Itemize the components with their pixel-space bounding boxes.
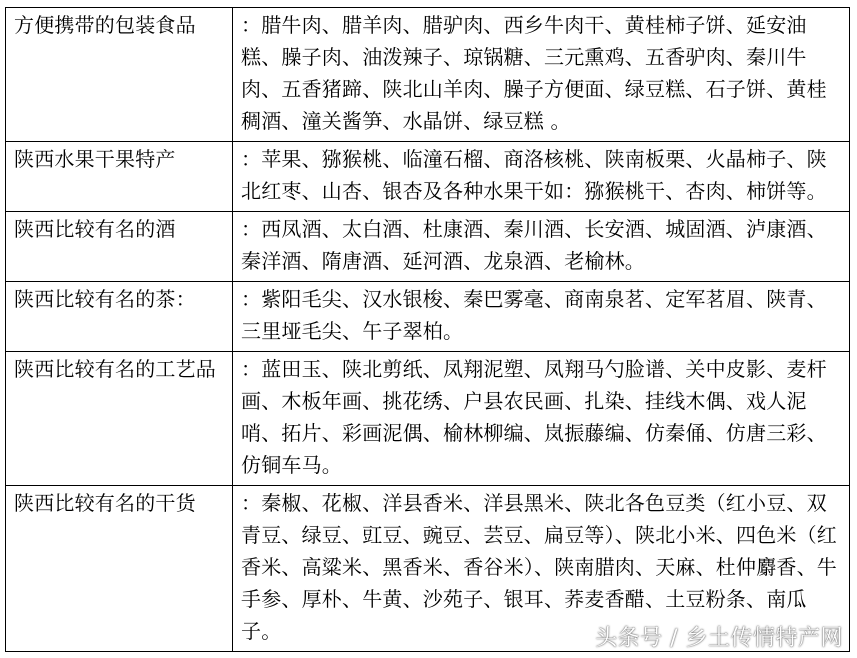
category-cell: 陕西比较有名的干货 [6, 486, 233, 652]
table-row [6, 352, 850, 486]
items-cell: ：蓝田玉、陕北剪纸、凤翔泥塑、凤翔马勺脸谱、关中皮影、麦杆画、木板年画、挑花绣、户县农民画、扎染、挂线木偶、戏人泥哨、拓片、彩画泥偶、榆林柳编、岚振藤编、仿秦俑、仿唐三彩、仿铜车马。 [233, 352, 850, 486]
items-cell: ：腊牛肉、腊羊肉、腊驴肉、西乡牛肉干、黄桂柿子饼、延安油糕、臊子肉、油泼辣子、琼锅糖、三元熏鸡、五香驴肉、秦川牛肉、五香猪蹄、陕北山羊肉、臊子方便面、绿豆糕、石子饼、黄桂稠酒、潼关酱笋、水晶饼、绿豆糕 。 [233, 8, 850, 142]
category-cell: 陕西比较有名的茶： [6, 282, 233, 352]
items-cell: ：紫阳毛尖、汉水银梭、秦巴雾毫、商南泉茗、定军茗眉、陕青、三里垭毛尖、午子翠柏。 [233, 282, 850, 352]
table-row [6, 142, 850, 212]
specialty-table [5, 7, 850, 652]
category-cell: 陕西比较有名的工艺品 [6, 352, 233, 486]
table-row [6, 8, 850, 142]
category-cell: 方便携带的包装食品 [6, 8, 233, 142]
category-cell: 陕西水果干果特产 [6, 142, 233, 212]
table-row [6, 282, 850, 352]
category-cell: 陕西比较有名的酒 [6, 212, 233, 282]
items-cell: ：苹果、猕猴桃、临潼石榴、商洛核桃、陕南板栗、火晶柿子、陕北红枣、山杏、银杏及各种水果干如：猕猴桃干、杏肉、柿饼等。 [233, 142, 850, 212]
table-row [6, 212, 850, 282]
watermark: 头条号 / 乡土传情特产网 [595, 626, 843, 651]
items-cell: ：秦椒、花椒、洋县香米、洋县黑米、陕北各色豆类（红小豆、双青豆、绿豆、豇豆、豌豆、芸豆、扁豆等）、陕北小米、四色米（红香米、高粱米、黑香米、香谷米）、陕南腊肉、天麻、杜仲麝香、牛手参、厚朴、牛黄、沙苑子、银耳、荞麦香醋、土豆粉条、南瓜子。 [233, 486, 850, 652]
items-cell: ：西凤酒、太白酒、杜康酒、秦川酒、长安酒、城固酒、泸康酒、秦洋酒、隋唐酒、延河酒、龙泉酒、老榆林。 [233, 212, 850, 282]
